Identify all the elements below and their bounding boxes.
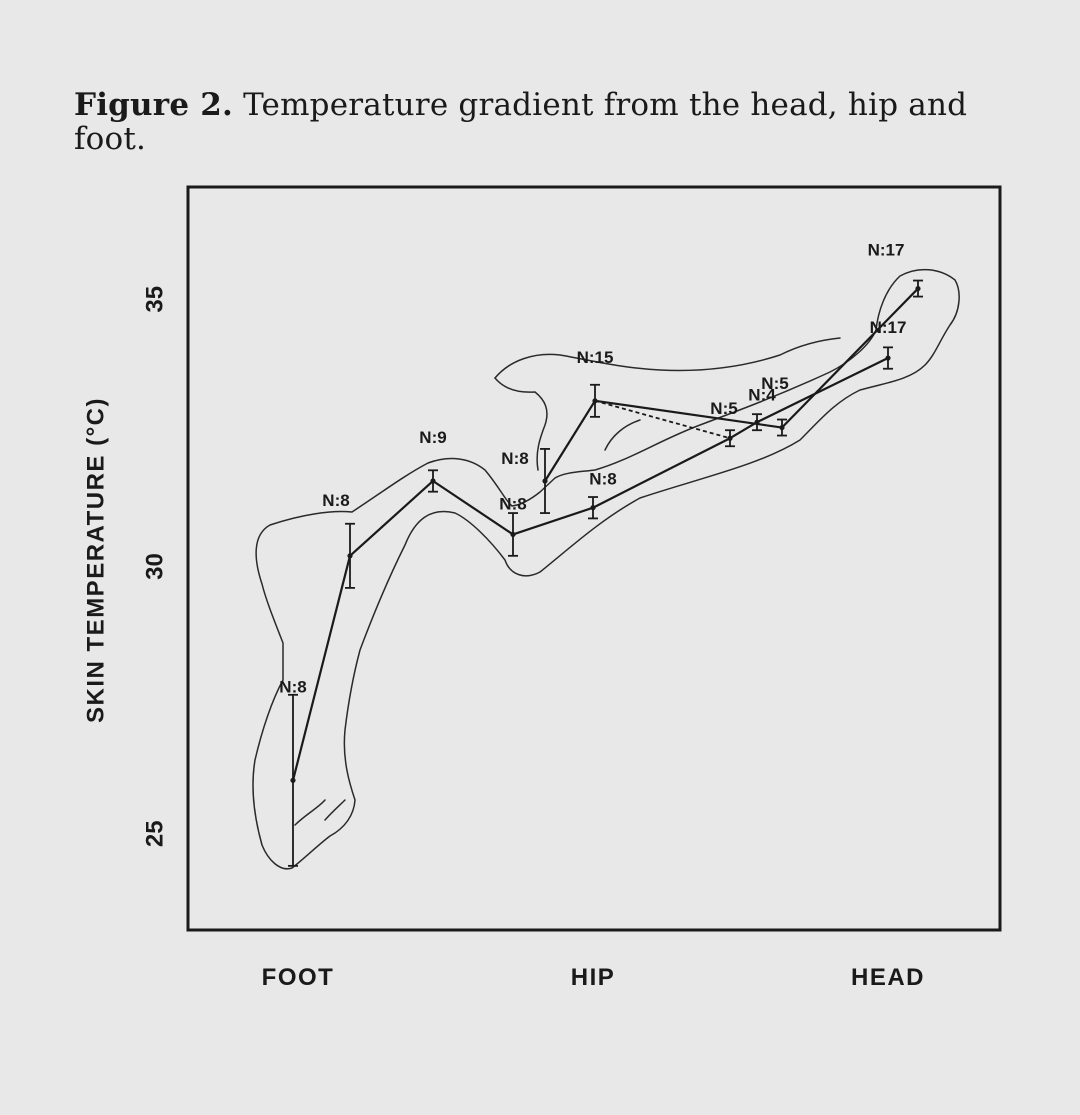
n-label: N:8 xyxy=(279,677,307,697)
data-point xyxy=(779,425,784,430)
labels-layer xyxy=(279,241,906,697)
n-label: N:17 xyxy=(869,318,907,338)
y-tick-label: 25 xyxy=(141,820,169,848)
n-label: N:8 xyxy=(589,469,617,489)
data-point xyxy=(590,505,595,510)
n-label: N:8 xyxy=(499,494,527,514)
y-axis-title: SKIN TEMPERATURE (°C) xyxy=(82,397,110,723)
series-1 xyxy=(288,347,893,865)
x-category-label: HEAD xyxy=(850,964,926,991)
plot-frame xyxy=(188,187,1000,930)
series-layer xyxy=(288,281,923,866)
n-label: N:15 xyxy=(576,347,614,367)
n-label: N:17 xyxy=(867,240,905,260)
n-label: N:9 xyxy=(419,427,447,447)
data-point xyxy=(430,478,435,483)
data-point xyxy=(885,355,890,360)
n-label: N:8 xyxy=(322,490,350,510)
dashed-connector xyxy=(545,401,730,481)
y-tick-label: 30 xyxy=(141,553,169,580)
x-category-label: HIP xyxy=(570,964,616,991)
data-point xyxy=(290,778,295,783)
n-label: N:5 xyxy=(710,399,738,419)
n-label: N:5 xyxy=(761,374,789,394)
n-label: N:8 xyxy=(501,448,529,468)
axes xyxy=(83,286,926,991)
series-2-line xyxy=(545,289,918,481)
x-category-label: FOOT xyxy=(261,964,335,991)
n-label: N:4 xyxy=(748,385,776,405)
y-tick-label: 35 xyxy=(141,285,169,313)
figure-caption-text: Temperature gradient from the head, hip and foot. xyxy=(74,87,968,157)
data-point xyxy=(510,532,515,537)
figure-label: Figure 2. xyxy=(74,87,234,123)
data-point xyxy=(347,553,352,558)
series-1-line xyxy=(293,358,888,780)
data-point xyxy=(915,286,920,291)
